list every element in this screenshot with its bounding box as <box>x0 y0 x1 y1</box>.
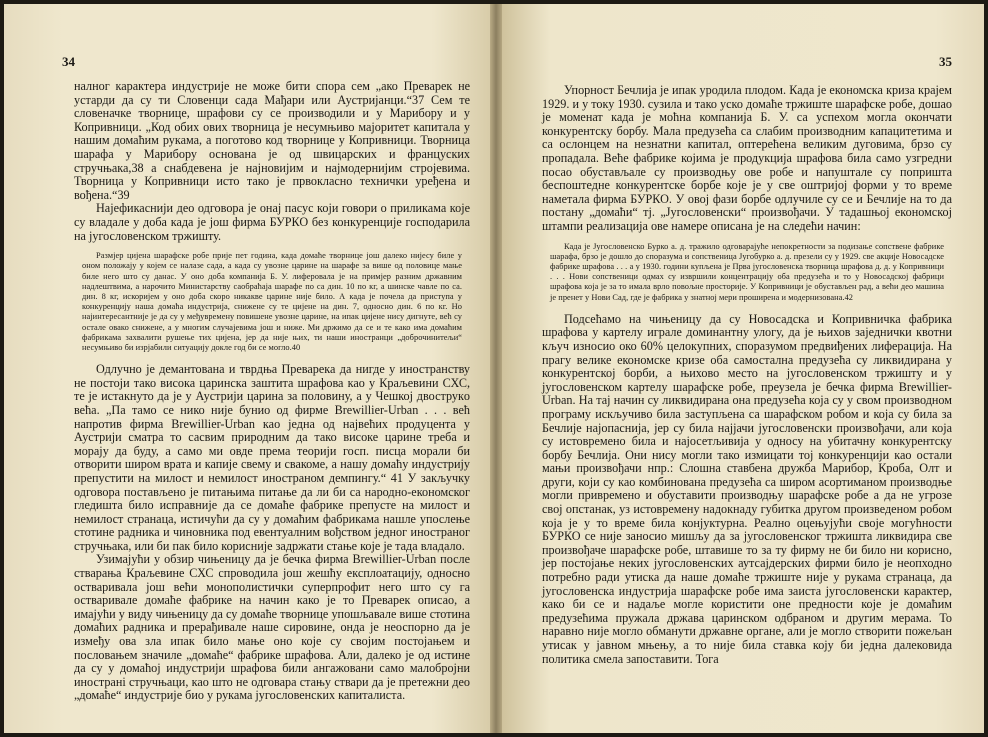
paragraph: Подсећамо на чињеницу да су Новосадска и Копривничка фабрика шрафова у картелу играле доминантну улогу, да је њихов заједнички квотни кључ износио око 60% целокупних, споразумом предвиђених лиферација. На прагу велике економске кризе оба самостална предузећа су ликвидирана у конкурентској борби, а њихово место на југословенском тржишту и у југословенском картелу шарафске робе, преузела је бечка фирма Brewillier-Urban. На тај начин су ликвидирана она предузећа која су у свом производном програму искључиво била заступљена са шарафском робом и која су била за Бечлије најопаснија, јер су била најјачи југословенски произвођачи, али која су истовремено била и најосетљивија у односу на убитачну конкурентску борбу Бечлија. Они нису могли тако измицати тој конкуренцији као остали мањи произвођачи нпр.: Слошна ставбена дружба Марибор, Кроба, Олт и други, који су као комбинована предузећа са широм асортиманом производње могли привремено и обуставити производњу шарафске робе а да не угрозе свој опстанак, уз истовремену надокнаду губитка другом произведеном робом која је у то време била конјуктурна. Реално оцењујући своје могућности БУРКО се није заносио мишљу да за југословенског тржишта ликвидира све произвођаче шарафске робе, штавише то за ту фирму не би било ни корисно, јер постојање неких југословенских аутсајдерских фирми било је неопходно потребно ради утиска да наше домаће тржиште није у рукама странаца, да југословенска индустрија шарафске робе има заиста југословенски карактер, како би се и надаље могле користити оне предности које је домаћим предузећима пружала држава царинском одбраном и другим мерама. То наравно није могло обманути државне органе, али је могло створити пожељан утисак у јавном мњењу, а то није била ставка коју би једна далековида политика смела запоставити. Тога <box>542 311 952 666</box>
left-page <box>4 4 490 733</box>
left-page-text <box>74 80 470 703</box>
book-spread <box>4 4 984 733</box>
right-page-text <box>542 84 952 666</box>
paragraph: налног карактера индустрије не може бити спора сем „ако Преварек не устарди да су ти Словенци сада Мађари или Аустријанци.“37 Сем те словеначке творнице, шрафови су се производили и у Марибору и у Копривници. „Код обих ових творница је несумњиво мајоритет капитала у нашим домаћим рукама, а поготово код творнице у Копривници. Творница шарафа у Марибору основана је од швицарских и француских стручњака,38 а снабдевена је најновијим и најмодернијим стројевима. Творница у Копривници исто тако је првокласно технички уређена и вођена.“39 <box>74 79 470 202</box>
page-number: 34 <box>62 54 75 69</box>
block-quote: Када је Југословенско Бурко а. д. тражило одговарајуће непокретности за подизање сопствене фабрике шарафа, брзо је дошло до споразума и сопственица Југобурко а. д. презели су у 1929. све акције Новосадске фабрике шрафова . . . а у 1930. години купљена је Прва југословенска творница шрафова д. д. у Копривници . . . Нови сопственици одмах су извршили концентрацију оба предузећа и то у Новосадској фабрици шрафова која је за то имала врло повољне просторије. У Копривници је обустављен рад, а већи део машина је пренет у Нови Сад, где је фабрика у знатној мери проширена и модернизована.42 <box>550 241 944 302</box>
book-gutter <box>490 4 502 733</box>
paragraph: Одлучно је демантована и тврдња Преварека да нигде у иностранству не постоји тако висока царинска заштита шрафова као у Краљевини СХС, те је истакнуто да је у Аустрији царина за половину, а у Чешкој двострукo већа. „Па тамо се нико није бунио од фирме Brewillier-Urban . . . већ напротив фирма Brewillier-Urban као једна од највећих продуцента у Аустрији сматра то сасвим природним да тако високе царине треба и морају да буду, а само ми овде према теорији госп. писца морали би отворити широм врата и капије свему и свакоме, а нашу домаћу индустрију препустити на милост и немилост иностраном демпингу.“ 41 У закључку одговора постављено је питањима питање да ли би са народно-економског гледишта било исправније да се домаће фабрике препусте на милост и немилост странаца, истичући да су у домаћим фабрикама нашле упослење стотине радника и чиновника под евентуалним вођством једног иностраног стручњака, или би пак било корисније задржати стање које је тада владало. <box>74 362 470 553</box>
page-number: 35 <box>939 54 952 69</box>
paragraph: Упорност Бечлија је ипак уродила плодом. Када је економска криза крајем 1929. и у току 1930. сузила и тако уско домаће тржиште шарафске робе, дошао је моменат када је моћна компанија Б. У. са успехом могла окончати конкурентску борбу. Мала предузећа са слабим производним капацитетима и са ослонцем на незнатни капитал, оптерећена великим дуговима, брзо су пропадала. Веће фабрике којима је продукција шрафова била само узгредни посао обустављале су производњу ове робе и напуштале су попришта беспоштедне конкурентске борбе које је у све оштријој форми у то време наметала фирма БУРКО. У овој фази борбе одлучиле су се и Бечлије на то да постану „домаћи“ тј. „Југословенски“ произвођачи. У тадашњој економској штампи реализација ове намере описана је на следећи начин: <box>542 83 952 233</box>
paragraph: Најефикаснији део одговора је онај пасус који говори о приликама које су владале у доба када је још фирма БУРКО без конкуренције господарила на југословенском тржишту. <box>74 201 470 243</box>
block-quote: Размјер цијена шарафске робе прије пет година, када домаће творнице још далеко нијесу биле у оном положају у којем се налазе сада, а када су увозне царине на шарафе за више од половице мање биле него што су данас. У оно доба компанија Б. У. лиферовала је на примјер разним државним надлештвима, а нарочито Министарству саобраћаја шарафе по са дин. 10 по кг, а шинске чавле по са. дин. 8 кг, искоријем у оно доба скоро никакве царине није било. А када је почела да приступа у конкуренцију наша домаћа индустрија, снижене су те цијене на дин. 7, односно дин. 6 по кг. Но најинтересантније је да су у међувремену повишене увозне царине, на ипак цијене нису дигнуте, већ су остале овако снижене, а у многим случајевима још и ниже. Ми држимо да се и те како има домаћим фабрикама захвалити рушење тих цијена, јер да није њих, ти наши иностранци „доброчинитељи“ несумњиво би изрјабили ситуацију докле год би се могло.40 <box>82 251 462 352</box>
right-page <box>502 4 984 733</box>
paragraph: Узимајући у обзир чињеницу да је бечка фирма Brewillier-Urban после стварања Краљевине СХС спроводила још жешћу експлоатацију, односно остваривала још већи монополистички суперпрофит него што су га остваривале домаће фабрике на начин како је то Преварек описао, а имајући у виду чињеницу да су домаће творнице упошљавале више стотина домаћих радника и прерађивале наше сировине, онда је неоспорно да је између ова зла ипак било мање оно које су својим постојањем и пословањем значиле „домаће“ фабрике шрафова. Али, далеко је од истине да су у домаћој индустрији шрафова били ангажовани само малобројни иностранi стручњаци, као што не одговара стању ствари да је претежни део „домаће“ индустрије био у рукама југословенских капиталиста. <box>74 552 470 703</box>
